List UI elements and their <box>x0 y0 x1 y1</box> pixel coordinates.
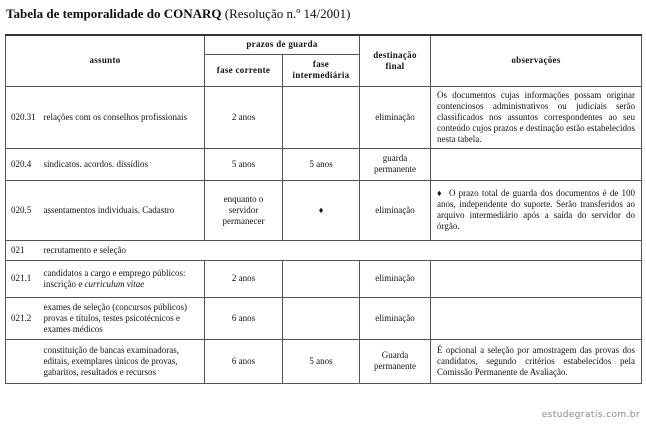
title-subtitle: (Resolução n.º 14/2001) <box>221 6 351 21</box>
row-fase-intermediaria <box>283 297 360 339</box>
row-fase-intermediaria: 5 anos <box>283 148 360 180</box>
row-destinacao: Guarda permanente <box>360 339 431 383</box>
row-observacoes <box>431 180 642 240</box>
row-assunto: assentamentos individuais. Cadastro <box>40 180 205 240</box>
row-code: 021.1 <box>6 260 40 297</box>
row-assunto <box>40 260 205 297</box>
row-observacoes: Os documentos cujas informações possam originar contenciosos administrativos ou judiciais serão classificados nos assuntos correspondentes ao seu conteúdo cujos prazos e destinação estão estabelecidos nesta tabela. <box>431 86 642 148</box>
table-row <box>6 148 642 180</box>
row-code <box>6 339 40 383</box>
temporality-table <box>5 34 642 384</box>
row-observacoes-text: O prazo total de guarda dos documentos é de 100 anos, independente do suporte. Serão transferidos ao arquivo intermediário após a saída do servidor do órgão. <box>437 188 635 231</box>
header-assunto: assunto <box>6 35 205 86</box>
row-assunto: constituição de bancas examinadoras, editais, exemplares únicos de provas, gabaritos, resultados e recursos <box>40 339 205 383</box>
row-code: 020.31 <box>6 86 40 148</box>
row-assunto: exames de seleção (concursos públicos) provas e títulos, testes psicotécnicos e exames médicos <box>40 297 205 339</box>
row-fase-corrente: 5 anos <box>205 148 283 180</box>
row-assunto: recrutamento e seleção <box>40 240 642 260</box>
row-assunto: sindicatos. acordos. dissídios <box>40 148 205 180</box>
table-row <box>6 339 642 383</box>
header-prazos: prazos de guarda <box>205 35 360 54</box>
row-code: 020.4 <box>6 148 40 180</box>
row-observacoes <box>431 260 642 297</box>
diamond-icon: ♦ <box>283 180 360 240</box>
row-assunto-text: candidatos a cargo e emprego públicos: inscrição e <box>43 267 186 289</box>
table-row <box>6 260 642 297</box>
row-fase-corrente: enquanto o servidor permanecer <box>205 180 283 240</box>
table-row <box>6 180 642 240</box>
row-fase-corrente: 2 anos <box>205 260 283 297</box>
row-fase-intermediaria <box>283 86 360 148</box>
header-destinacao: destinação final <box>360 35 431 86</box>
row-destinacao: guarda permanente <box>360 148 431 180</box>
header-fase-intermediaria: fase intermediária <box>283 54 360 86</box>
row-fase-corrente: 6 anos <box>205 297 283 339</box>
row-destinacao: eliminação <box>360 260 431 297</box>
title-main: Tabela de temporalidade do CONARQ <box>6 6 222 21</box>
row-fase-corrente: 6 anos <box>205 339 283 383</box>
header-observacoes: observações <box>431 35 642 86</box>
table-row <box>6 240 642 260</box>
row-fase-intermediaria <box>283 260 360 297</box>
row-observacoes: É opcional a seleção por amostragem das provas dos candidatos, segundo critérios estabelecidos pela Comissão Permanente de Avaliação. <box>431 339 642 383</box>
page-title <box>6 6 350 22</box>
header-fase-corrente: fase corrente <box>205 54 283 86</box>
row-destinacao: eliminação <box>360 180 431 240</box>
row-code: 021 <box>6 240 40 260</box>
row-code: 020.5 <box>6 180 40 240</box>
row-assunto: relações com os conselhos profissionais <box>40 86 205 148</box>
table-row <box>6 86 642 148</box>
watermark-footer: estudegratis.com.br <box>541 410 640 420</box>
row-destinacao: eliminação <box>360 86 431 148</box>
row-observacoes <box>431 297 642 339</box>
row-fase-intermediaria: 5 anos <box>283 339 360 383</box>
row-observacoes <box>431 148 642 180</box>
row-code: 021.2 <box>6 297 40 339</box>
diamond-bullet-icon: ♦ <box>437 188 442 198</box>
row-assunto-italic: curriculum vitae <box>84 278 145 289</box>
row-fase-corrente: 2 anos <box>205 86 283 148</box>
table-row <box>6 297 642 339</box>
row-destinacao: eliminação <box>360 297 431 339</box>
